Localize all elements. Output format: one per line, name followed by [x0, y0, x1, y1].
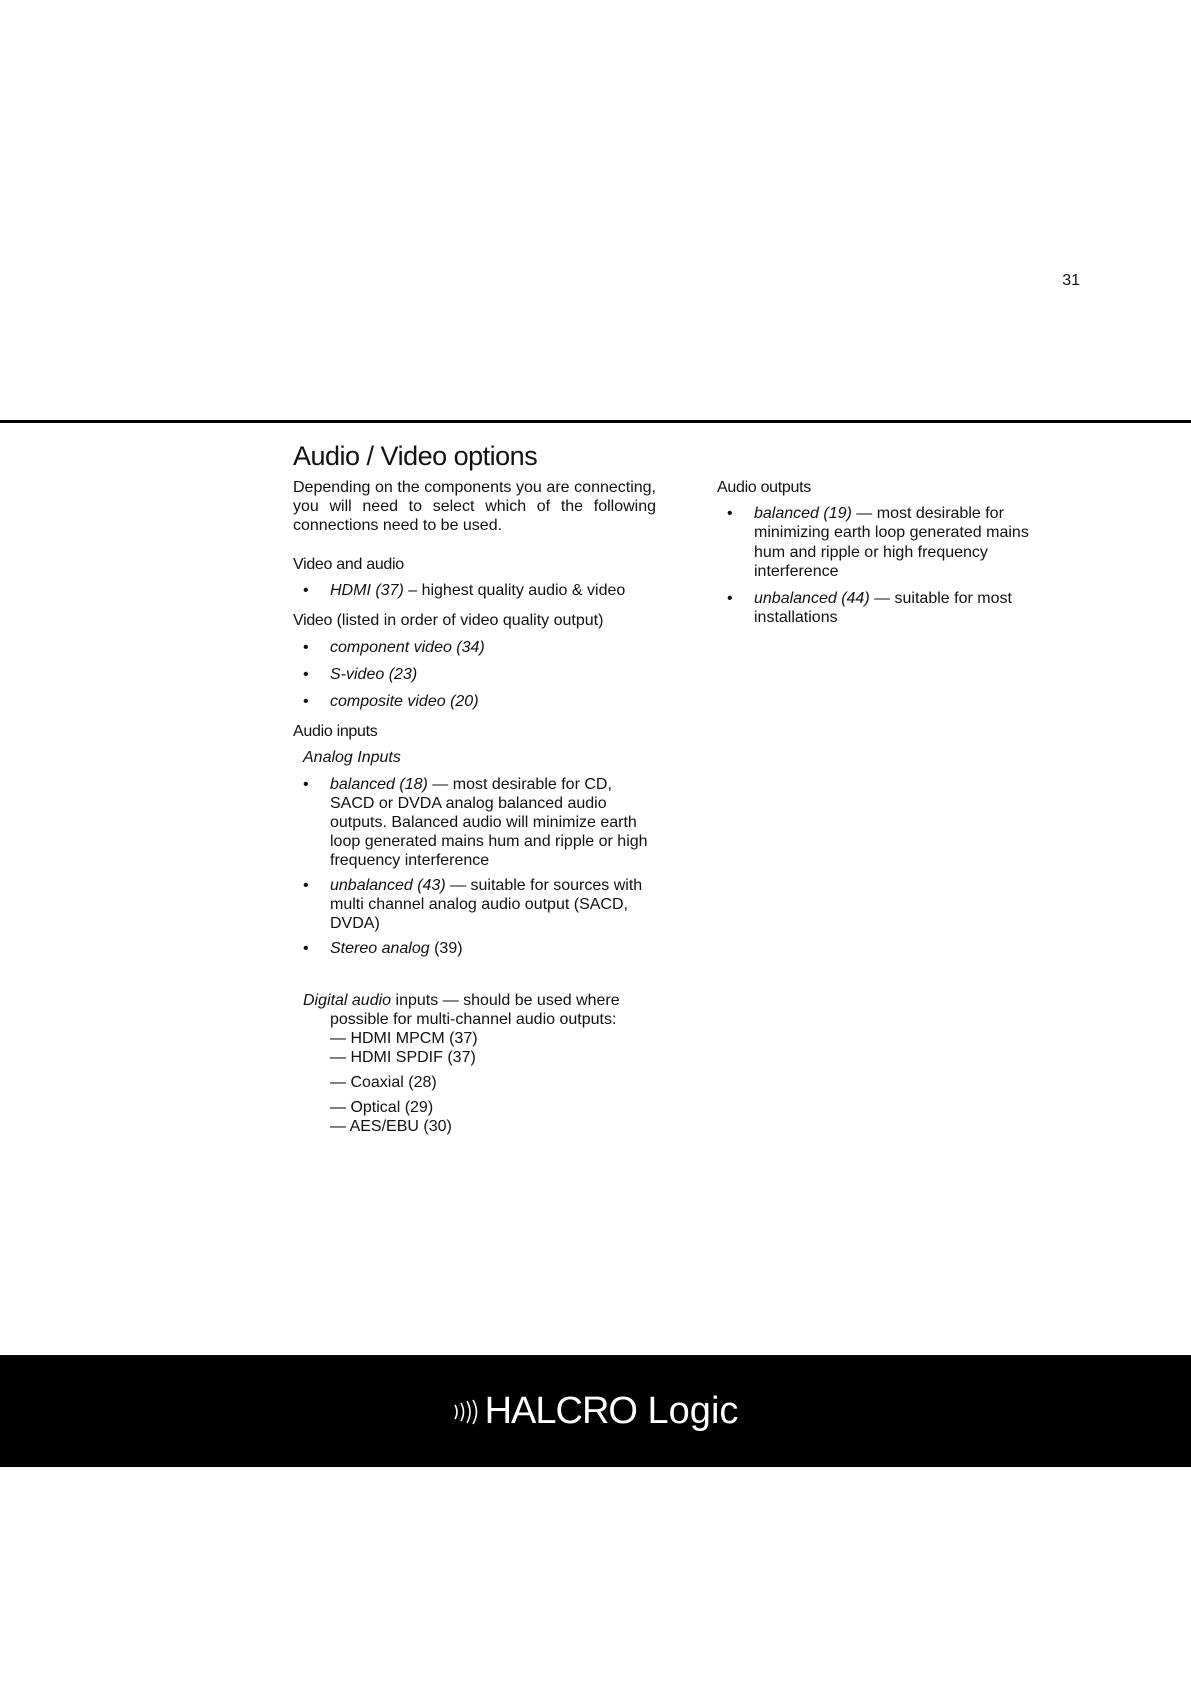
connector-desc: — most desirable for CD, SACD or DVDA analog balanced audio outputs. Balanced audio will minimize earth loop generated mains hum and ripple or high frequency interference	[330, 776, 648, 869]
connector-name: component video (34)	[330, 639, 485, 656]
bullet-icon: •	[303, 666, 309, 683]
connector-desc: — suitable for most installations	[754, 589, 1012, 626]
connector-desc: — most desirable for minimizing earth loop generated mains hum and ripple or high frequency interference	[754, 504, 1029, 580]
analog-inputs-list	[293, 775, 656, 958]
list-item	[717, 504, 1062, 582]
bullet-icon: •	[303, 639, 309, 656]
sound-wave-icon	[453, 1397, 483, 1427]
connector-name: HDMI (37)	[330, 582, 404, 599]
list-item	[293, 581, 656, 600]
list-item	[293, 876, 656, 933]
bullet-icon: •	[727, 504, 733, 522]
digital-input-item: — HDMI SPDIF (37)	[330, 1049, 476, 1066]
audio-outputs-heading: Audio outputs	[717, 479, 811, 496]
section-title: Audio / Video options	[293, 441, 538, 471]
connector-desc: — suitable for sources with multi channel analog audio output (SACD, DVDA)	[330, 877, 643, 932]
analog-inputs-heading: Analog Inputs	[303, 749, 401, 766]
list-item	[293, 939, 656, 958]
connector-name: balanced (19)	[754, 504, 852, 522]
digital-audio-intro	[303, 991, 656, 1010]
connector-name: unbalanced (44)	[754, 589, 870, 607]
list-item	[717, 589, 1062, 628]
product-name: Logic	[636, 1389, 739, 1432]
left-column	[293, 478, 656, 1136]
digital-input-item: — AES/EBU (30)	[330, 1118, 452, 1135]
bullet-icon: •	[303, 693, 309, 710]
digital-audio-text: inputs — should be used where	[391, 992, 620, 1009]
list-item	[293, 775, 656, 870]
digital-input-item: — HDMI MPCM (37)	[330, 1030, 478, 1047]
list-item	[293, 692, 656, 711]
connector-desc: (39)	[429, 940, 463, 957]
video-heading-line	[293, 611, 656, 630]
video-heading: Video	[293, 612, 333, 629]
video-list	[293, 638, 656, 711]
bullet-icon: •	[727, 589, 733, 607]
list-item	[293, 638, 656, 657]
connector-name: Stereo analog	[330, 940, 430, 957]
bullet-icon: •	[303, 582, 309, 599]
digital-audio-intro-cont: possible for multi-channel audio outputs:	[330, 1011, 617, 1028]
brand-logo	[0, 1355, 1191, 1467]
connector-name: unbalanced (43)	[330, 877, 446, 894]
intro-paragraph: Depending on the components you are connecting, you will need to select which of the following connections need to be used.	[293, 479, 656, 534]
connector-name: balanced (18)	[330, 776, 428, 793]
bullet-icon: •	[303, 877, 309, 894]
list-item	[293, 665, 656, 684]
bullet-icon: •	[303, 940, 309, 957]
video-and-audio-list	[293, 581, 656, 600]
right-column	[717, 478, 1062, 628]
header-rule	[0, 420, 1191, 423]
brand-name: HALCRO	[484, 1389, 637, 1432]
audio-outputs-list	[717, 504, 1062, 628]
connector-desc: – highest quality audio & video	[403, 582, 626, 599]
page-number: 31	[1062, 272, 1080, 289]
audio-inputs-heading: Audio inputs	[293, 723, 378, 740]
digital-input-item: — Coaxial (28)	[330, 1074, 437, 1091]
connector-name: S-video (23)	[330, 666, 418, 683]
digital-audio-label: Digital audio	[303, 992, 392, 1009]
video-heading-note: (listed in order of video quality output)	[332, 612, 604, 629]
digital-input-item: — Optical (29)	[330, 1099, 434, 1116]
connector-name: composite video (20)	[330, 693, 479, 710]
footer-band	[0, 1355, 1191, 1467]
bullet-icon: •	[303, 776, 309, 793]
digital-inputs-list	[330, 1029, 656, 1136]
video-and-audio-heading: Video and audio	[293, 556, 404, 573]
